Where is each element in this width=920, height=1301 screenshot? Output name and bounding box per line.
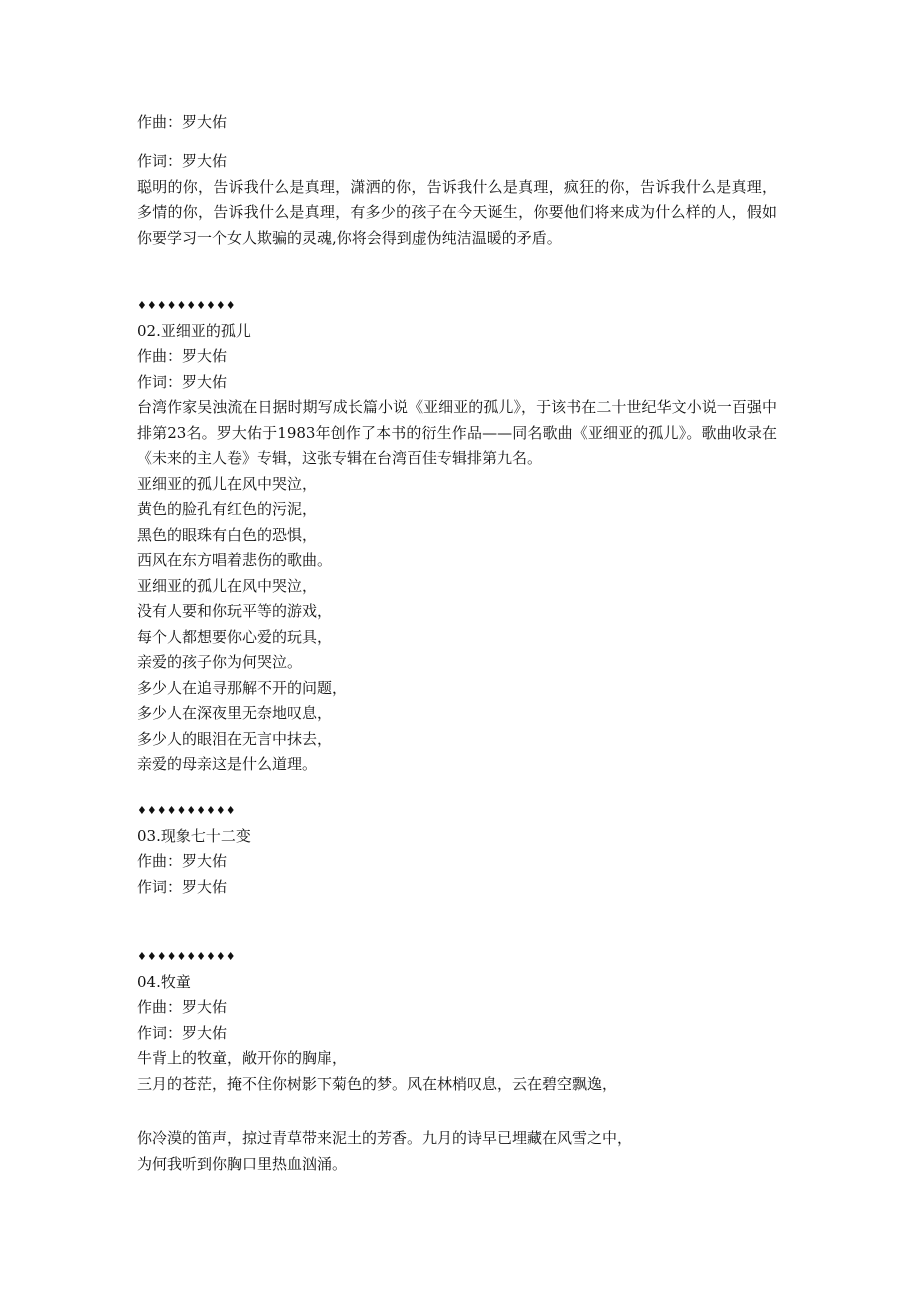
lyric-line: 黑色的眼珠有白色的恐惧， bbox=[137, 525, 318, 544]
song3-section bbox=[137, 798, 777, 900]
song2-section bbox=[137, 293, 777, 778]
lyric-line: 你冷漠的笛声，掠过青草带来泥土的芳香。九月的诗早已埋藏在风雪之中， bbox=[137, 1129, 633, 1147]
diamond-divider: ♦♦♦♦♦♦♦♦♦♦ bbox=[137, 804, 236, 817]
lyricist-credit: 作词：罗大佑 bbox=[137, 877, 228, 896]
intro-paragraph: 台湾作家吴浊流在日据时期写成长篇小说《亚细亚的孤儿》，于该书在二十世纪华文小说一百强中排第23名。罗大佑于1983年创作了本书的衍生作品——同名歌曲《亚细亚的孤儿》。歌曲收录在《未来的主人卷》专辑，这张专辑在台湾百佳专辑排第九名。 bbox=[137, 398, 777, 467]
composer-credit: 作曲：罗大佑 bbox=[137, 852, 228, 870]
composer-credit: 作曲：罗大佑 bbox=[137, 347, 228, 365]
song1-credits-composer bbox=[137, 110, 777, 136]
diamond-divider: ♦♦♦♦♦♦♦♦♦♦ bbox=[137, 299, 236, 312]
lyricist-credit: 作词：罗大佑 bbox=[137, 372, 228, 391]
lyric-line: 亚细亚的孤儿在风中哭泣， bbox=[137, 474, 318, 493]
lyric-line: 亲爱的孩子你为何哭泣。 bbox=[137, 653, 303, 671]
lyric-line: 多少人在追寻那解不开的问题， bbox=[137, 678, 348, 697]
lyric-line: 三月的苍茫，掩不住你树影下菊色的梦。风在林梢叹息，云在碧空飘逸， bbox=[137, 1074, 618, 1093]
song4-section bbox=[137, 944, 777, 1097]
lyric-line: 多少人在深夜里无奈地叹息， bbox=[137, 704, 333, 722]
lyricist-credit: 作词：罗大佑 bbox=[137, 152, 228, 170]
lyric-line: 牛背上的牧童，敞开你的胸扉， bbox=[137, 1049, 348, 1067]
song4-continued bbox=[137, 1126, 777, 1177]
lyrics-paragraph: 聪明的你，告诉我什么是真理，潇洒的你，告诉我什么是真理，疯狂的你，告诉我什么是真理，多情的你，告诉我什么是真理，有多少的孩子在今天诞生，你要他们将来成为什么样的人，假如你要学习一个女人欺骗的灵魂,你将会得到虚伪纯洁温暖的矛盾。 bbox=[137, 177, 777, 247]
lyric-line: 每个人都想要你心爱的玩具， bbox=[137, 627, 333, 646]
lyric-line: 没有人要和你玩平等的游戏， bbox=[137, 602, 333, 620]
song-title: 04.牧童 bbox=[137, 972, 191, 991]
lyric-line: 亲爱的母亲这是什么道理。 bbox=[137, 755, 318, 773]
composer-credit: 作曲：罗大佑 bbox=[137, 998, 228, 1016]
composer-credit: 作曲：罗大佑 bbox=[137, 113, 228, 131]
lyric-line: 黄色的脸孔有红色的污泥， bbox=[137, 500, 318, 518]
lyric-line: 为何我听到你胸口里热血汹涌。 bbox=[137, 1154, 348, 1173]
song-title: 03.现象七十二变 bbox=[137, 826, 251, 845]
lyric-line: 多少人的眼泪在无言中抹去， bbox=[137, 729, 333, 748]
lyric-line: 西风在东方唱着悲伤的歌曲。 bbox=[137, 551, 333, 569]
lyricist-credit: 作词：罗大佑 bbox=[137, 1023, 228, 1042]
lyric-line: 亚细亚的孤儿在风中哭泣， bbox=[137, 576, 318, 595]
diamond-divider: ♦♦♦♦♦♦♦♦♦♦ bbox=[137, 950, 236, 963]
song-title: 02.亚细亚的孤儿 bbox=[137, 321, 251, 340]
song1-body bbox=[137, 149, 777, 251]
